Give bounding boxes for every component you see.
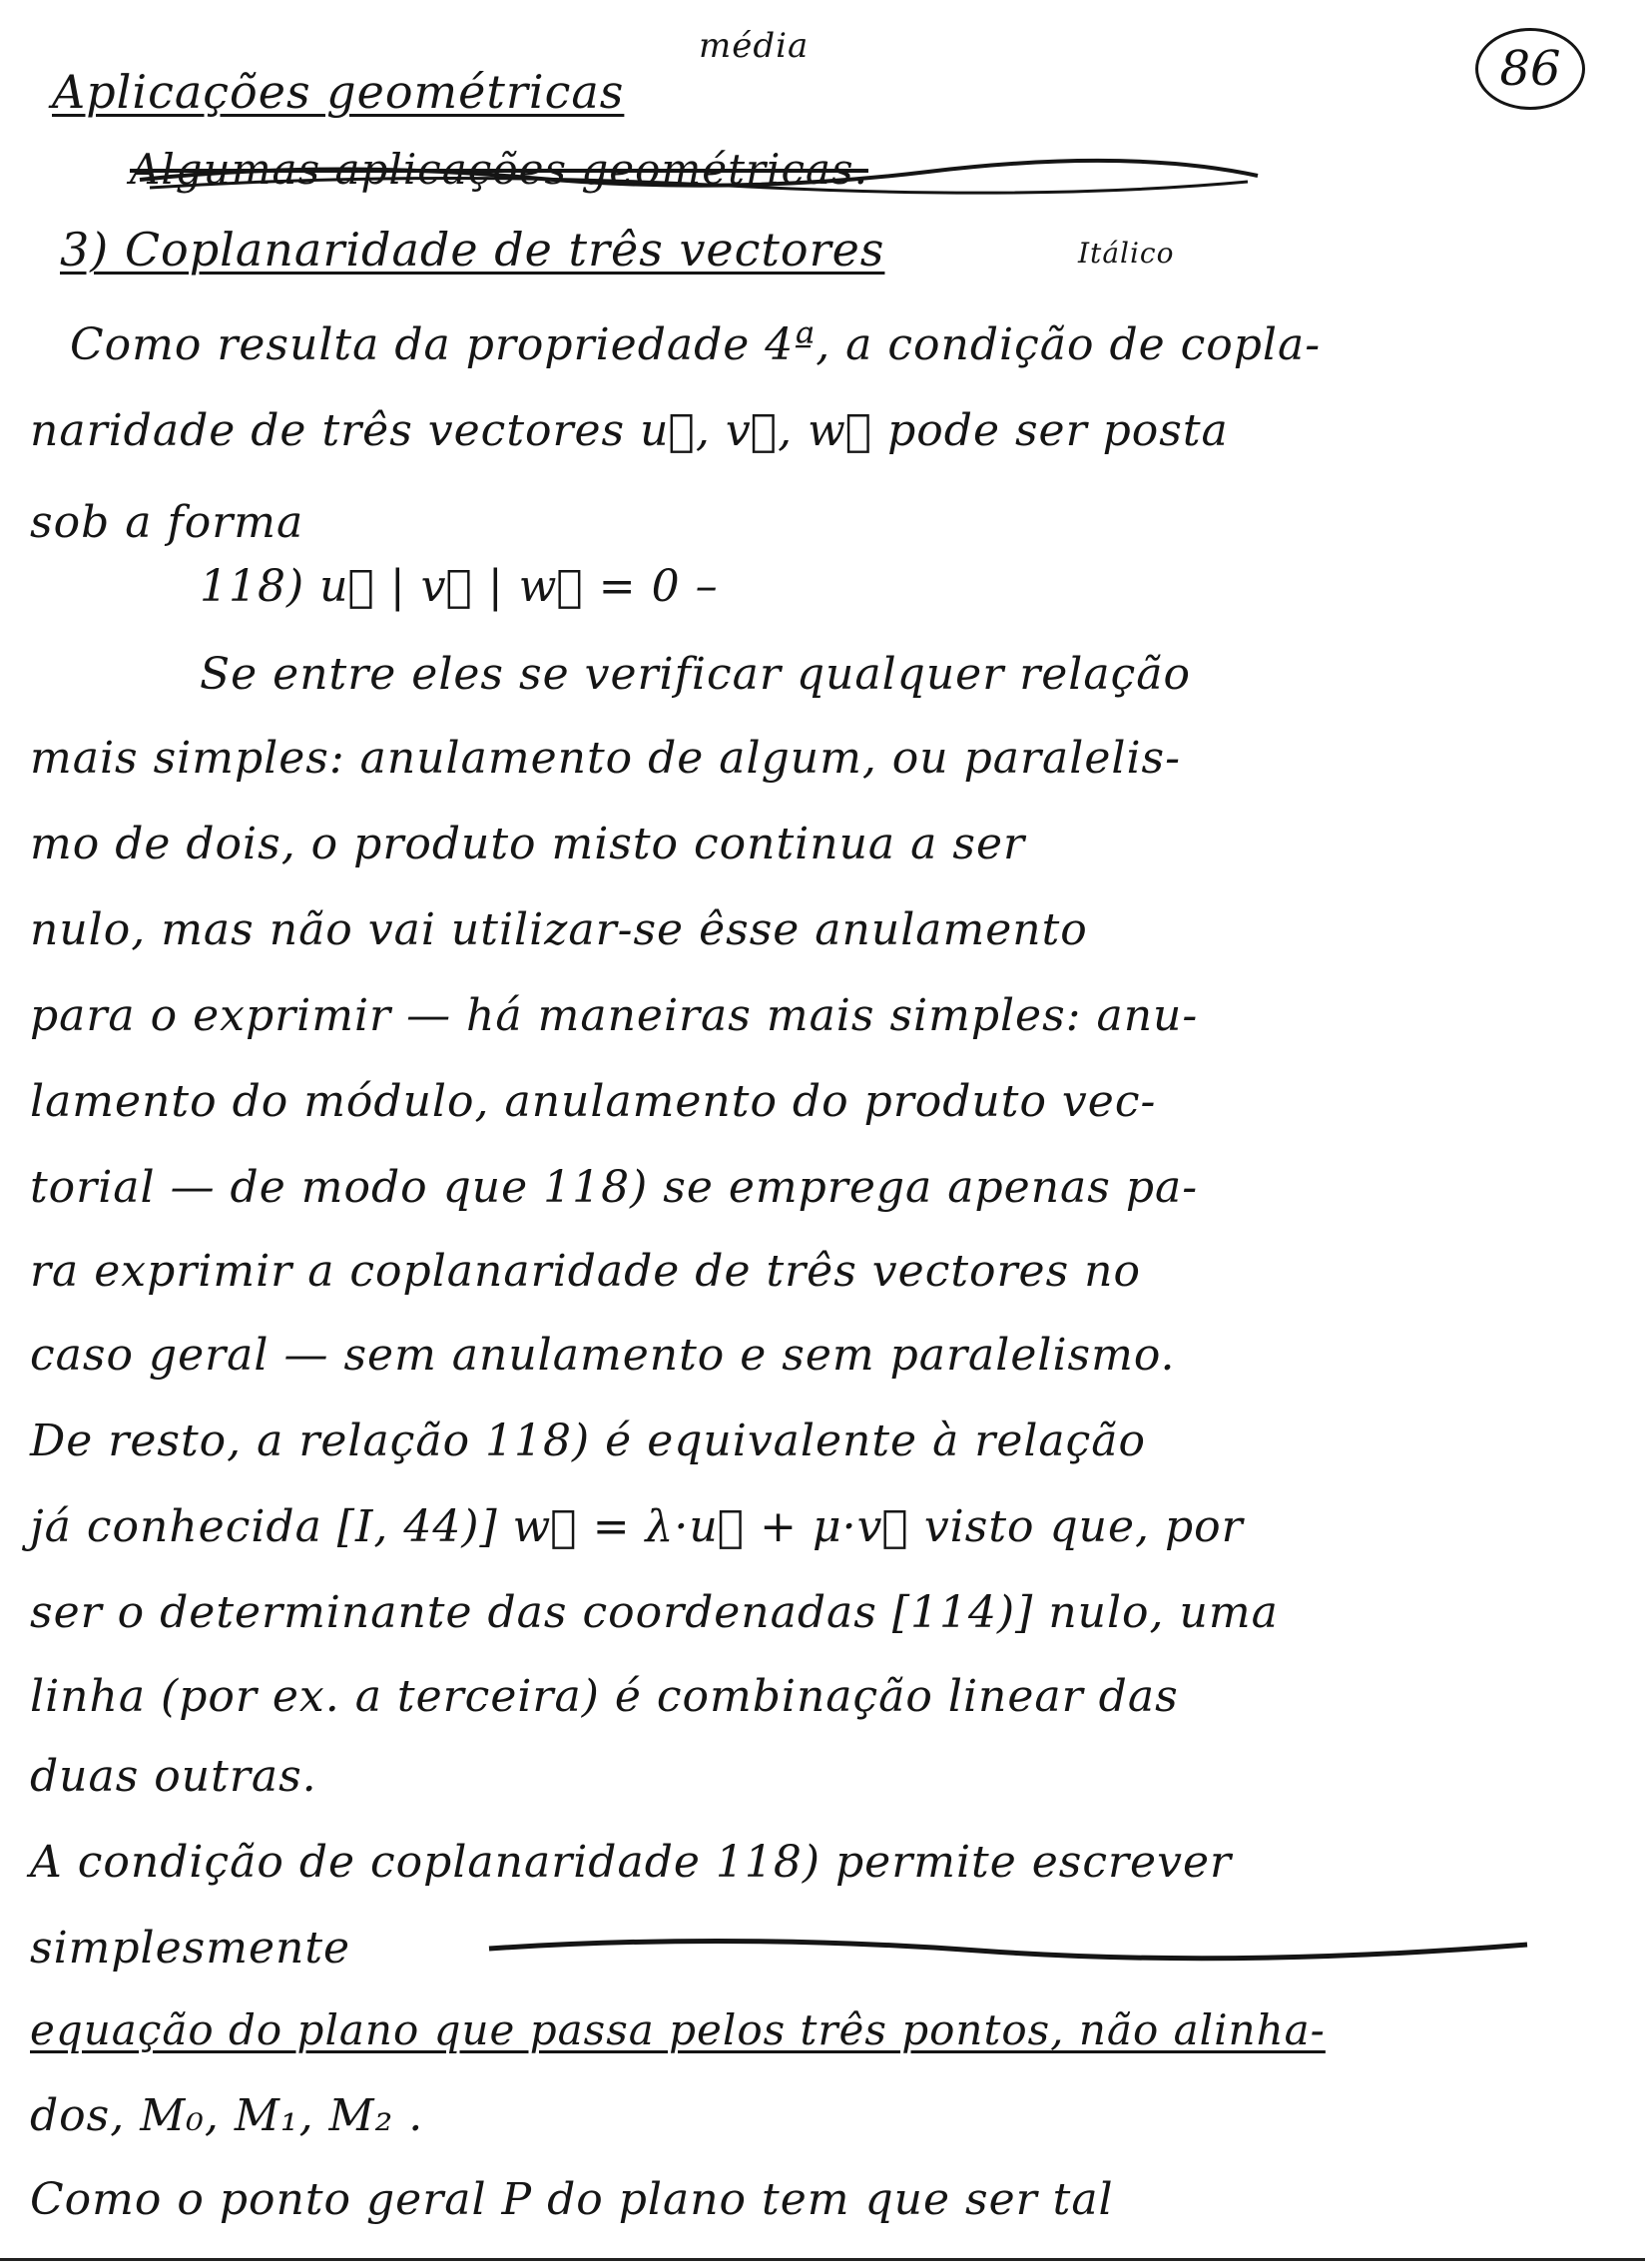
body-line: ra exprimir a coplanaridade de três vectores no bbox=[30, 1246, 1141, 1297]
body-line: caso geral — sem anulamento e sem paralelismo. bbox=[30, 1330, 1176, 1381]
body-line: simplesmente bbox=[30, 1923, 351, 1974]
body-line: De resto, a relação 118) é equivalente à relação bbox=[30, 1416, 1147, 1466]
body-line: sob a forma bbox=[30, 497, 304, 548]
section-title: 3) Coplanaridade de três vectores bbox=[60, 223, 885, 277]
body-line: torial — de modo que 118) se emprega apenas pa- bbox=[30, 1162, 1199, 1213]
body-line: lamento do módulo, anulamento do produto vec- bbox=[30, 1076, 1157, 1127]
body-line: linha (por ex. a terceira) é combinação linear das bbox=[30, 1671, 1179, 1722]
body-line: ser o determinante das coordenadas [114)] nulo, uma bbox=[30, 1587, 1279, 1638]
body-line: Como resulta da propriedade 4ª, a condição de copla- bbox=[70, 319, 1322, 370]
body-line: equação do plano que passa pelos três pontos, não alinha- bbox=[30, 2005, 1326, 2054]
section-annotation: Itálico bbox=[1078, 237, 1175, 270]
equation-118: 118) u⃗ | v⃗ | w⃗ = 0 – bbox=[200, 561, 719, 612]
body-line: mo de dois, o produto misto continua a ser bbox=[30, 819, 1026, 869]
page-number: 86 bbox=[1475, 28, 1585, 110]
struck-line: Algumas aplicações geométricas. bbox=[130, 145, 868, 194]
body-line: duas outras. bbox=[30, 1751, 317, 1802]
strike-scribble bbox=[130, 150, 1268, 200]
body-line: dos, M₀, M₁, M₂ . bbox=[30, 2090, 424, 2141]
body-line: A condição de coplanaridade 118) permite escrever bbox=[30, 1837, 1233, 1888]
body-line: naridade de três vectores u⃗, v⃗, w⃗ pode ser posta bbox=[30, 405, 1229, 456]
body-line: para o exprimir — há maneiras mais simples: anu- bbox=[30, 990, 1199, 1041]
body-line: já conhecida [I, 44)] w⃗ = λ·u⃗ + μ·v⃗ visto que, por bbox=[30, 1501, 1244, 1552]
page-heading: Aplicações geométricas bbox=[52, 65, 625, 119]
bottom-rule bbox=[0, 2258, 1645, 2261]
body-line: Como o ponto geral P do plano tem que ser tal bbox=[30, 2174, 1114, 2225]
body-line: mais simples: anulamento de algum, ou paralelis- bbox=[30, 733, 1181, 784]
body-line: nulo, mas não vai utilizar-se êsse anulamento bbox=[30, 904, 1088, 955]
body-line: Se entre eles se verificar qualquer relação bbox=[200, 649, 1191, 700]
strike-scribble bbox=[479, 1927, 1537, 1967]
heading-annotation: média bbox=[699, 26, 810, 66]
